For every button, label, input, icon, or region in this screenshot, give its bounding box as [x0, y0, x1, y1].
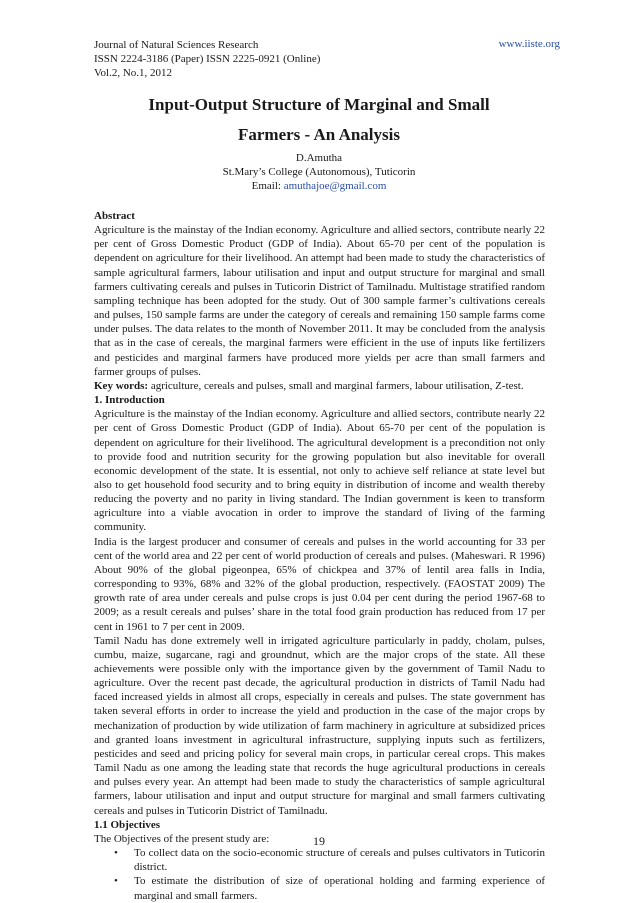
bullet-icon: • — [114, 847, 118, 860]
bullet-icon: • — [114, 875, 118, 888]
objectives-intro: The Objectives of the present study are: — [94, 832, 270, 845]
paper-title-line-2: Farmers - An Analysis — [238, 125, 400, 144]
author-name: D.Amutha — [295, 152, 343, 164]
keywords-text: agriculture, cereals and pulses, small and marginal farmers, labour utilisation, Z-test. — [150, 379, 524, 392]
objectives-heading: 1.1 Objectives — [94, 818, 160, 831]
email-label: Email: — [251, 180, 281, 192]
journal-issn: ISSN 2224-3186 (Paper) ISSN 2225-0921 (Online) — [94, 53, 321, 65]
list-item — [94, 846, 545, 874]
author-email-link[interactable]: amuthajoe@gmail.com — [283, 180, 387, 192]
page-number: 19 — [313, 834, 325, 848]
intro-paragraph-1: Agriculture is the mainstay of the Indian economy. Agriculture and allied sectors, contribute nearly 22 per cent of Gross Domestic Product (GDP of India). About 65-70 per cent of the population is dependent on agriculture for their livelihood. The agricultural development is a precondition not only to provide food and nutrition security for the growing population but also inevitable for overall economic development of the state. It is essential, not only to achieve self reliance at state level but also to get household food security and to bring equity in distribution of income and wealth thereby reducing the poverty and no parity in living standard. The Indian government is keen to transform agriculture into a viable avocation in order to improve the standard of living of the farming community. — [94, 408, 545, 534]
objective-text-2: To estimate the distribution of size of operational holding and farming experience of marginal and small farmers. — [134, 875, 545, 902]
author-email-line — [94, 179, 544, 193]
abstract-heading: Abstract — [94, 210, 135, 222]
abstract-text: Agriculture is the mainstay of the Indian economy. Agriculture and allied sectors, contribute nearly 22 per cent of Gross Domestic Product (GDP of India). About 65-70 per cent of the population is dependent on agriculture for their livelihood. An attempt had been made to study the characteristics of sample agricultural farmers, labour utilisation and input and output structure for marginal and small farmers cultivating cereals and pulses in Tuticorin District of Tamilnadu. Multistage stratified random sampling technique has been adopted for the study. Out of 300 sample farmer’s cultivations cereals and pulses, 150 sample farms are under the category of cereals and remaining 150 sample farms come under pulses. The data relates to the month of November 2011. It may be concluded from the analysis that as in the case of cereals, the marginal farmers were efficient in the use of inputs like fertilizers and pesticides and marginal farmers have produced more yields per acre than small farmers and farmer groups of pulses. — [94, 224, 545, 378]
objective-text-1: To collect data on the socio-economic structure of cereals and pulses cultivators in Tuticorin district. — [134, 847, 545, 874]
paper-body — [94, 209, 545, 903]
author-affiliation: St.Mary’s College (Autonomous), Tuticorin — [222, 166, 416, 178]
journal-volume: Vol.2, No.1, 2012 — [94, 67, 173, 79]
intro-paragraph-2: India is the largest producer and consumer of cereals and pulses in the world accounting for 33 per cent of the world area and 22 per cent of world production of cereals and pulses. (Maheswari. R 1996) About 90% of the global pigeonpea, 65% of chickpea and 37% of lentil area falls in India, corresponding to 93%, 68% and 32% of the global production, respectively. (FAOSTAT 2009) The growth rate of area under cereals and pulse crops is just 0.04 per cent during the period 1967-68 to 2009; as a result cereals and pulses’ share in the total food grain production has reduced from 17 per cent in 1961 to 7 per cent in 2009. — [94, 535, 545, 633]
journal-url[interactable]: www.iiste.org — [498, 38, 560, 50]
intro-paragraph-3: Tamil Nadu has done extremely well in irrigated agriculture particularly in paddy, cholam, pulses, cumbu, maize, sugarcane, ragi and groundnut, which are the major crops of the state. All these achievements were possible only with the importance given by the government of Tamil Nadu to agriculture. Over the recent past decade, the agricultural production in districts of Tamil Nadu had faced increased yields in almost all crops, especially in cereals and pulses. The state government has taken several efforts in order to increase the yield and production in the case of the major crops by mechanization of production by wide utilization of farm machinery in agriculture at subsidized prices and granted loans investment in agricultural infrastructure, supplying inputs such as fertilizers, pesticides and seed and pricing policy for several main crops, in particular cereal crops. This makes Tamil Nadu as one among the leading state that records the huge agricultural productions in cereals and pulses every year. An attempt had been made to study the characteristics of sample agricultural farmers, labour utilisation and input and output structure for marginal and small farmers cultivating cereals and pulses in Tuticorin District of Tamilnadu. — [94, 634, 545, 817]
list-item — [94, 874, 545, 902]
paper-title-line-1: Input-Output Structure of Marginal and Small — [148, 95, 490, 114]
introduction-heading: 1. Introduction — [94, 394, 165, 407]
keywords-line — [94, 379, 545, 393]
journal-name: Journal of Natural Sciences Research — [94, 39, 259, 51]
keywords-label: Key words: — [94, 379, 149, 392]
objectives-list — [94, 846, 545, 903]
